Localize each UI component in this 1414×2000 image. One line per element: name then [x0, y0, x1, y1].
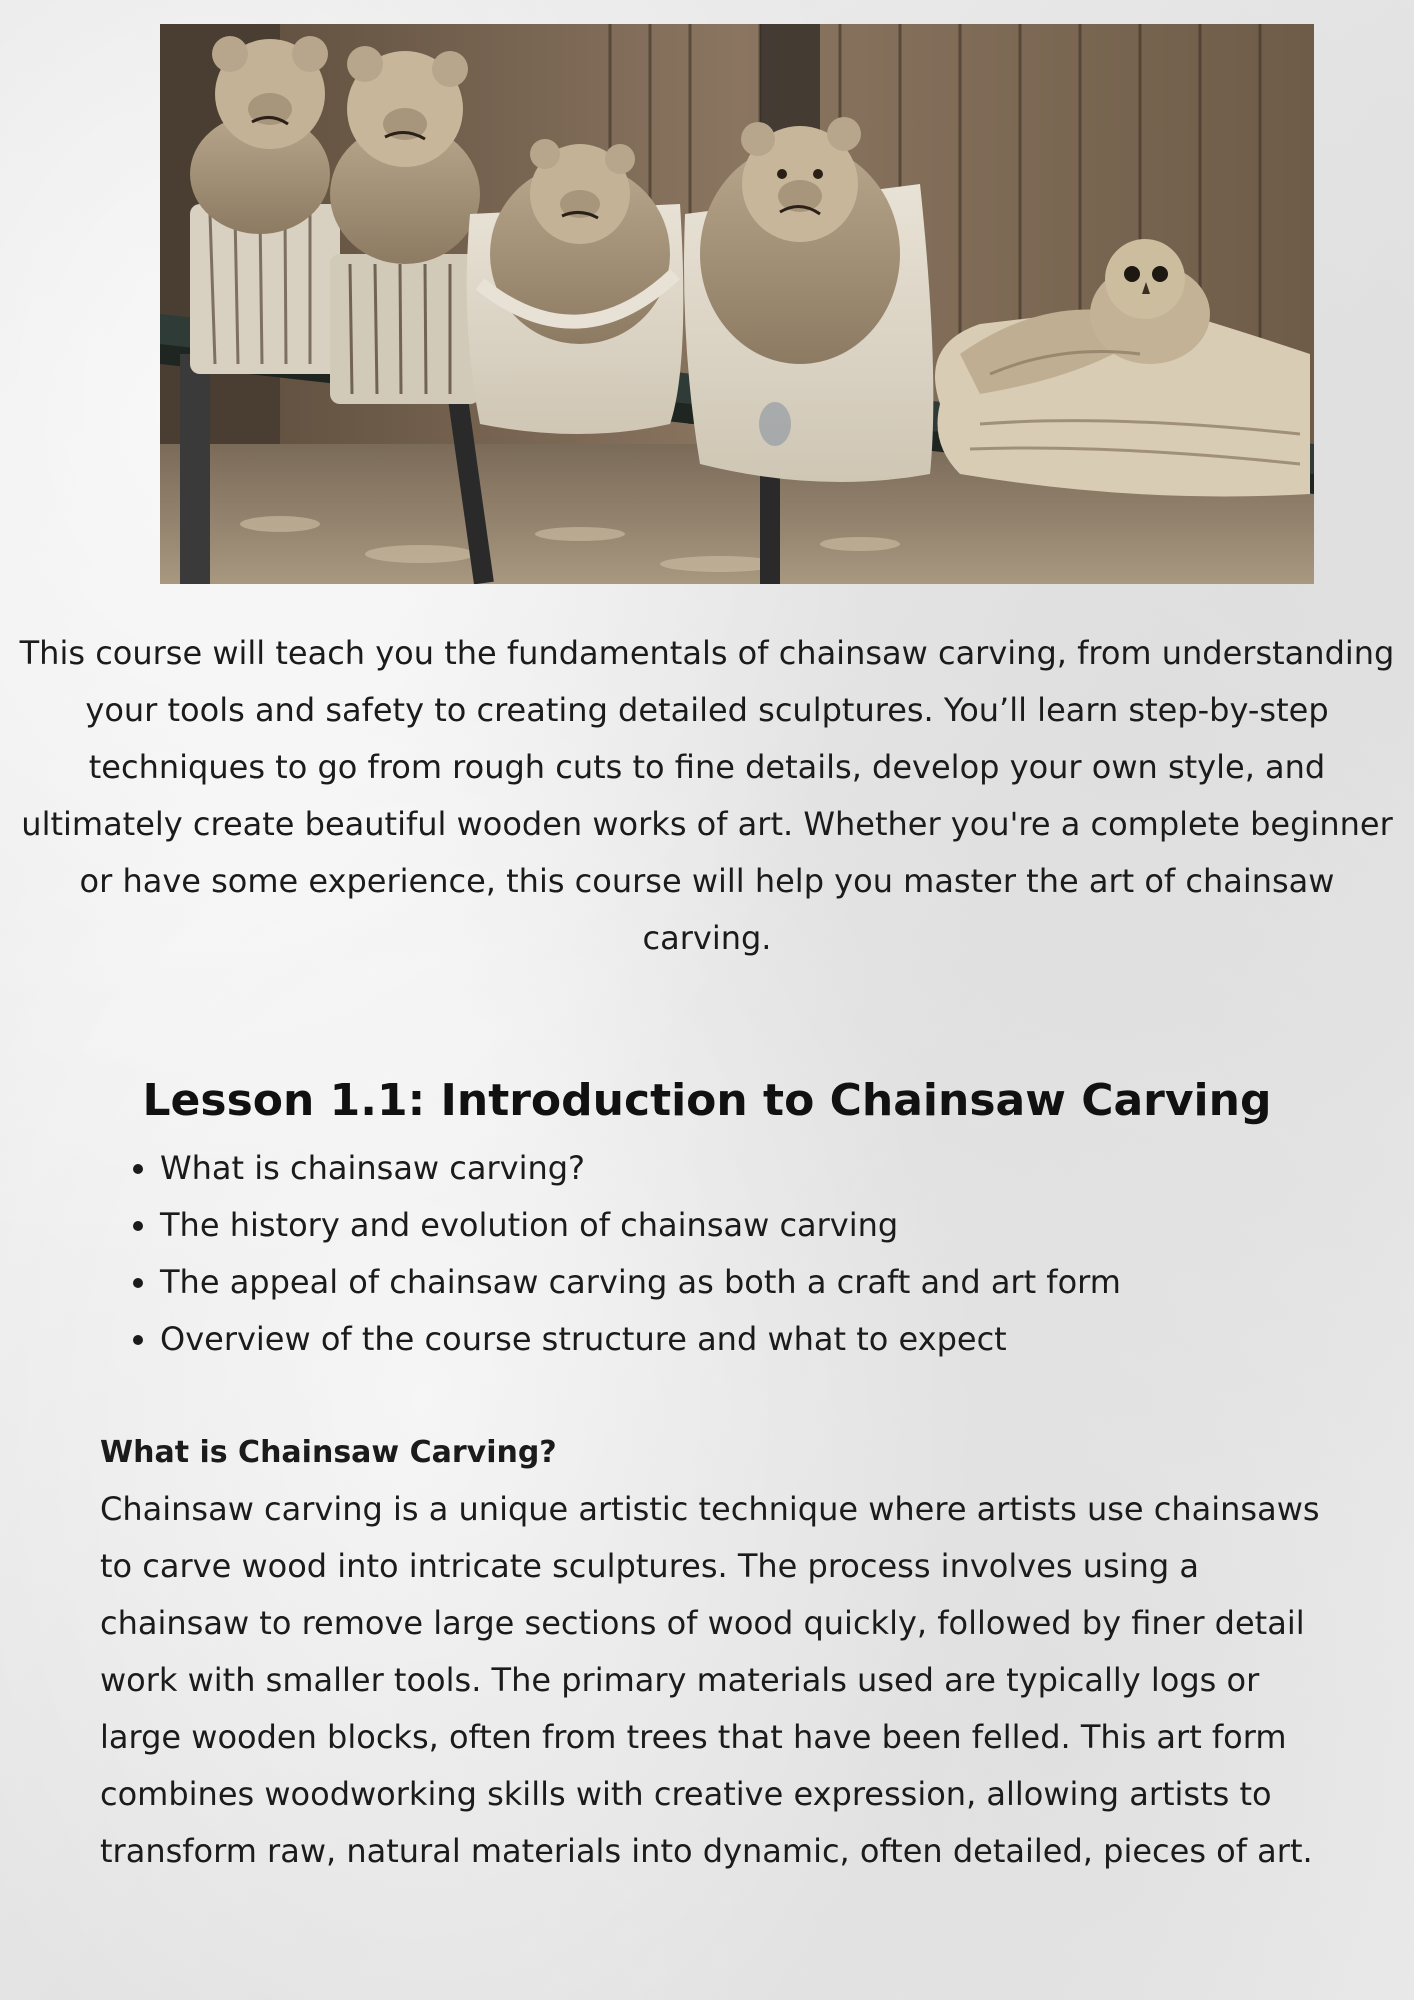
section-heading: What is Chainsaw Carving? [100, 1435, 557, 1470]
section-body-paragraph: Chainsaw carving is a unique artistic technique where artists use chainsaws to carve wood into intricate sculptures. The process involves using a chainsaw to remove large sections of wood quickly, followed by finer detail work with smaller tools. The primary materials used are typically logs or large wooden blocks, often from trees that have been felled. This art form combines woodworking skills with creative expression, allowing artists to transform raw, natural materials into dynamic, often detailed, pieces of art. [100, 1490, 1320, 1870]
course-intro-paragraph: This course will teach you the fundamentals of chainsaw carving, from understanding your tools and safety to creating detailed sculptures. You’ll learn step-by-step techniques to go from rough cuts to fine details, develop your own style, and ultimately create beautiful wooden works of art. Whether you're a complete beginner or have some experience, this course will help you master the art of chainsaw carving. [19, 634, 1395, 957]
list-item: • What is chainsaw carving? [160, 1140, 1121, 1197]
lesson-topics-list [120, 1140, 1121, 1368]
lesson-title: Lesson 1.1: Introduction to Chainsaw Carving [142, 1075, 1272, 1126]
hero-photo [160, 24, 1314, 584]
carved-bears-and-owl-icon [160, 24, 1314, 584]
list-item: • The history and evolution of chainsaw carving [160, 1197, 1121, 1254]
list-item: • Overview of the course structure and what to expect [160, 1311, 1121, 1368]
list-item: • The appeal of chainsaw carving as both a craft and art form [160, 1254, 1121, 1311]
what-is-section [100, 1424, 1330, 1880]
